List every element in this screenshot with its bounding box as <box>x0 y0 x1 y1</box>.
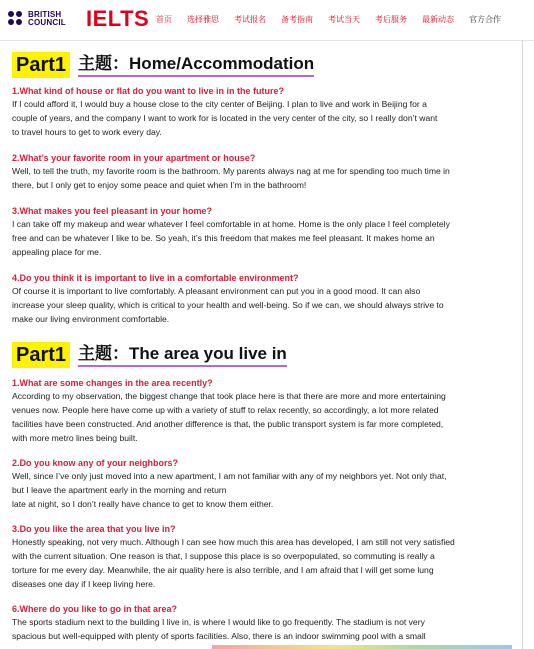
part-tag: Part1 <box>12 342 70 368</box>
section-heading-area <box>12 342 287 368</box>
answer-paragraph <box>12 164 512 192</box>
answer-line: there, but I only get to enjoy some peace and quiet when I’m in the bathroom! <box>12 180 307 190</box>
bc-line1: BRITISH <box>28 10 62 19</box>
section-heading-home <box>12 52 314 78</box>
main-nav <box>156 14 516 25</box>
topic-title: 主题：The area you live in <box>78 344 287 367</box>
question-heading: 2.Do you know any of your neighbors? <box>12 458 179 468</box>
answer-line: make our living environment comfortable. <box>12 314 170 324</box>
answer-paragraph <box>12 535 512 591</box>
question-heading: 6.Where do you like to go in that area? <box>12 604 178 614</box>
answer-line: venues now. People here have come up with a variety of stuff to relax recently, so accordingly, a lot more related <box>12 405 439 415</box>
answer-line: free and can be whatever I like to be. So yeah, it’s this freedom that makes me feel pleasant. It makes home an <box>12 233 435 243</box>
answer-line: couple of years, and the company I want to work for is located in the very center of the city, so I really don’t want <box>12 113 438 123</box>
answer-line: torture for me every day. Meanwhile, the air quality here is also terrible, and I am afraid that I will get some lung <box>12 565 434 575</box>
answer-line: Well, since I’ve only just moved into a new apartment, I am not familiar with any of my neighbors yet. Not only that, <box>12 471 447 481</box>
answer-line: Honestly speaking, not very much. Although I can see how much this area has developed, I am still not very satisfied <box>12 537 455 547</box>
answer-line: According to my observation, the biggest change that took place here is that there are more and more entertaining <box>12 391 446 401</box>
answer-paragraph <box>12 284 512 326</box>
answer-line: The sports stadium next to the building I live in, is where I would like to go frequently. The stadium is not very <box>12 617 425 627</box>
answer-line: appealing place for me. <box>12 247 102 257</box>
answer-paragraph <box>12 217 512 259</box>
nav-prep-guide[interactable]: 备考指南 <box>281 15 313 24</box>
footer-color-strip <box>212 645 512 649</box>
answer-line: facilities have been constructed. And another difference is that, the public transport system is far more completed, <box>12 419 444 429</box>
answer-line: late at night, so I don’t really have chance to get to know them either. <box>12 499 274 509</box>
nav-test-day[interactable]: 考试当天 <box>328 15 360 24</box>
answer-line: spacious but well-equipped with plenty of sports facilities. Also, there is an indoor swimming pool with a small <box>12 631 426 641</box>
british-council-wordmark <box>28 11 66 27</box>
nav-partners[interactable]: 官方合作 <box>469 15 501 24</box>
question-heading: 3.Do you like the area that you live in? <box>12 524 176 534</box>
bc-line2: COUNCIL <box>28 18 66 27</box>
nav-news[interactable]: 最新动态 <box>422 15 454 24</box>
question-heading: 4.Do you think it is important to live in a comfortable environment? <box>12 273 299 283</box>
answer-line: If I could afford it, I would buy a house close to the city center of Beijing. I plan to live and work in Beijing for a <box>12 99 427 109</box>
british-council-logo[interactable] <box>8 9 78 29</box>
answer-line: with the current situation. One reason is that, I suppose this place is so overpopulated, so commuting is really a <box>12 551 435 561</box>
nav-choose-ielts[interactable]: 选择雅思 <box>187 15 219 24</box>
answer-line: Of course it is important to live comfortably. A pleasant environment can put you in a good mood. It can also <box>12 286 421 296</box>
ielts-logo[interactable]: IELTS <box>86 6 150 31</box>
question-heading: 1.What kind of house or flat do you want to live in in the future? <box>12 86 284 96</box>
question-heading: 3.What makes you feel pleasant in your home? <box>12 206 213 216</box>
site-header <box>0 0 534 41</box>
nav-home[interactable]: 首页 <box>156 15 172 24</box>
article-body <box>0 40 523 649</box>
answer-line: I can take off my makeup and wear whatever I feel comfortable in at home. Home is the only place I feel completely <box>12 219 450 229</box>
topic-title: 主题：Home/Accommodation <box>78 54 314 77</box>
answer-paragraph <box>12 97 512 139</box>
question-heading: 2.What’s your favorite room in your apartment or house? <box>12 153 256 163</box>
answer-paragraph <box>12 469 512 511</box>
nav-after-test[interactable]: 考后服务 <box>375 15 407 24</box>
british-council-dots-icon <box>8 11 24 27</box>
part-tag: Part1 <box>12 52 70 78</box>
answer-line: increase your sleep quality, which is critical to your health and well-being. So if we can, we should always strive to <box>12 300 444 310</box>
answer-line: diseases one day if I keep living here. <box>12 579 156 589</box>
question-heading: 1.What are some changes in the area recently? <box>12 378 213 388</box>
answer-paragraph <box>12 389 512 445</box>
answer-line: but I leave the apartment early in the morning and return <box>12 485 227 495</box>
nav-register[interactable]: 考试报名 <box>234 15 266 24</box>
answer-line: Well, to tell the truth, my favorite room is the bathroom. My parents always nag at me for spending too much time in <box>12 166 450 176</box>
answer-line: with more metro lines being built. <box>12 433 138 443</box>
answer-paragraph <box>12 615 512 643</box>
answer-line: to travel hours to get to work every day. <box>12 127 162 137</box>
